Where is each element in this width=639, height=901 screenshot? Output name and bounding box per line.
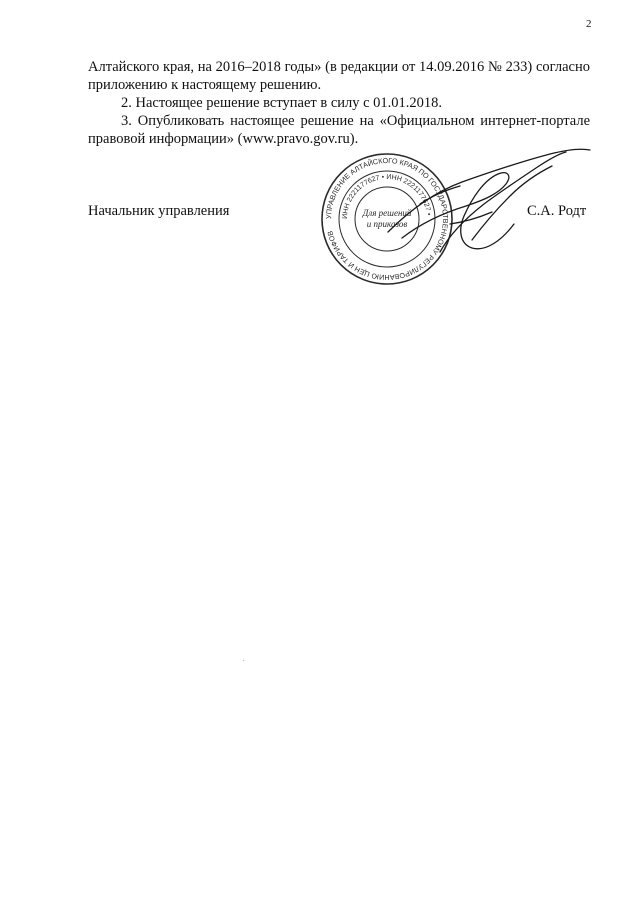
- signatory-position: Начальник управления: [88, 203, 230, 219]
- seal-center-line-2: и приказов: [366, 219, 408, 229]
- paragraph-effective-date: 2. Настоящее решение вступает в силу с 01.01.2018.: [121, 95, 443, 111]
- paragraph-publication: 3. Опубликовать настоящее решение на «Официальном интернет-портале правовой информации» (www.pravo.gov.ru).: [88, 113, 590, 147]
- paragraph-continuation: Алтайского края, на 2016–2018 годы» (в редакции от 14.09.2016 № 233) согласно приложению к настоящему решению.: [88, 59, 590, 93]
- scan-dot: [243, 660, 244, 661]
- page-number: 2: [586, 18, 592, 30]
- seal-outer-text: УПРАВЛЕНИЕ АЛТАЙСКОГО КРАЯ ПО ГОСУДАРСТВЕННОМУ РЕГУЛИРОВАНИЮ ЦЕН И ТАРИФОВ: [323, 155, 451, 283]
- seal-center-line-1: Для решений: [362, 208, 412, 218]
- seal-inner-text: ИНН 2221177627 • ИНН 2221177627 •: [341, 173, 432, 220]
- signatory-name: С.А. Родт: [527, 203, 587, 219]
- handwritten-signature: [380, 140, 595, 260]
